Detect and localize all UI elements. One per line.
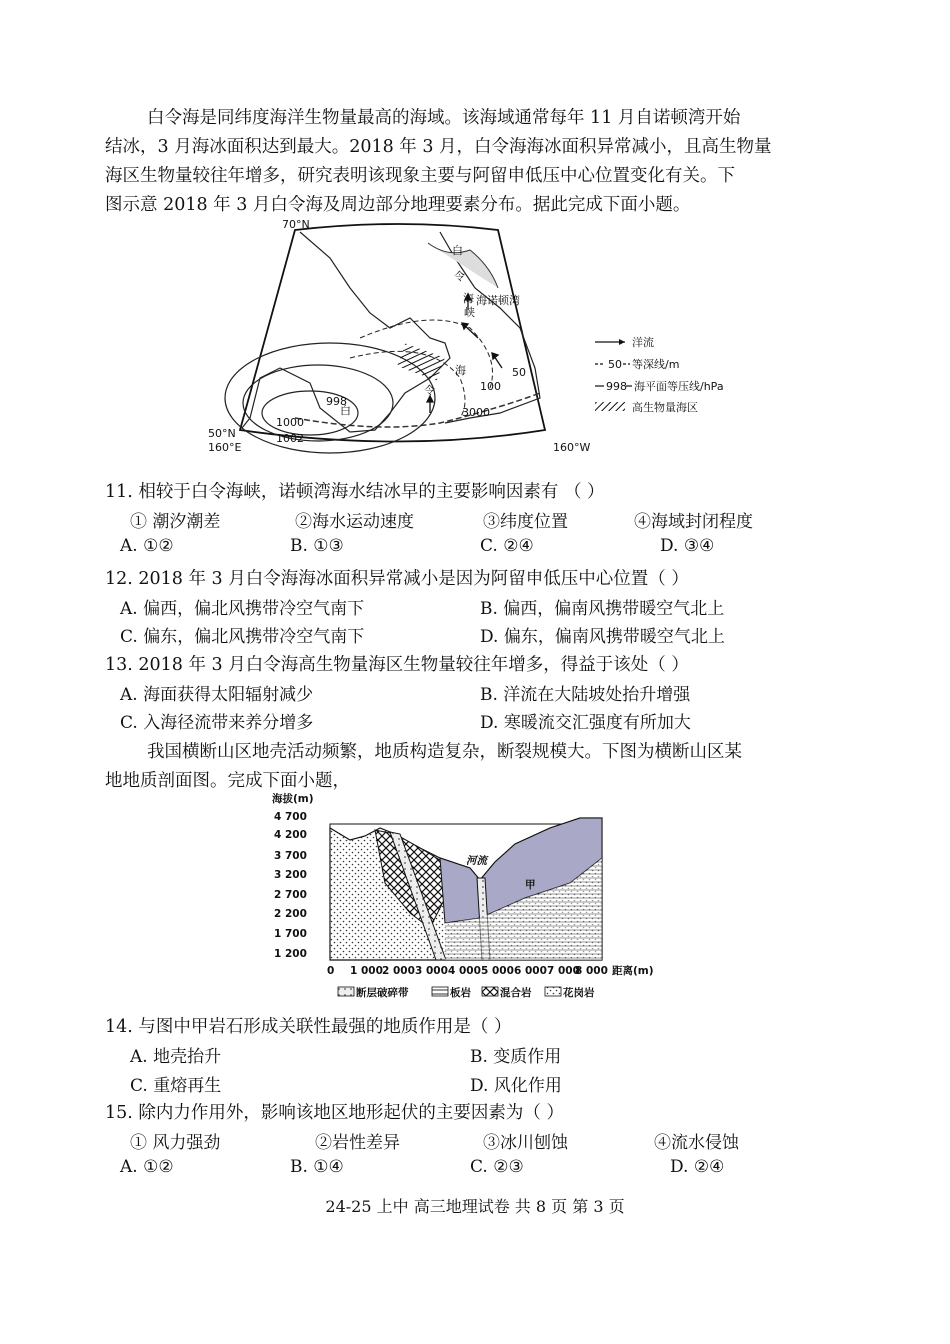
q11-stem: 11. 相较于白令海峡，诺顿湾海水结冰早的主要影响因素有 （ ）	[105, 482, 605, 502]
jia-label: 甲	[525, 879, 536, 891]
q15-option-b[interactable]: B. ①④	[290, 1157, 344, 1177]
x-tick-7000: 7 000	[547, 965, 580, 977]
q15-item-4: ④流水侵蚀	[654, 1133, 739, 1153]
label-bai-mid: 白	[340, 404, 351, 417]
intro1-line-2: 结冰，3 月海冰面积达到最大。2018 年 3 月，白令海海冰面积异常减小，且高生物量	[105, 137, 772, 157]
q15-item-3: ③冰川刨蚀	[483, 1133, 568, 1153]
lat-50n: 50°N	[208, 427, 236, 440]
y-tick-3200: 3 200	[274, 869, 307, 881]
x-tick-4000: 4 000	[448, 965, 481, 977]
label-depth-50: 50	[512, 366, 526, 379]
y-tick-3700: 3 700	[274, 850, 307, 862]
river-label: 河流	[466, 855, 487, 867]
q15-item-1: ① 风力强劲	[130, 1133, 221, 1153]
x-tick-0: 0	[327, 965, 335, 977]
q15-stem: 15. 除内力作用外，影响该地区地形起伏的主要因素为（ ）	[105, 1103, 564, 1123]
q15-item-2: ②岩性差异	[315, 1133, 400, 1153]
label-nuodun: 海诺顿湾	[476, 294, 520, 307]
q14-option-d[interactable]: D. 风化作用	[470, 1076, 562, 1096]
label-depth-3000: 3000	[462, 406, 490, 419]
intro2-line-2: 地地质剖面图。完成下面小题，	[105, 771, 350, 791]
legend-slate: 板岩	[450, 987, 471, 999]
q13-option-a[interactable]: A. 海面获得太阳辐射减少	[120, 685, 314, 705]
q11-option-b[interactable]: B. ①③	[290, 536, 344, 556]
y-axis-ticks	[274, 811, 307, 960]
q12-option-b[interactable]: B. 偏西，偏南风携带暖空气北上	[480, 599, 725, 619]
y-tick-2200: 2 200	[274, 908, 307, 920]
q12-option-a[interactable]: A. 偏西，偏北风携带冷空气南下	[120, 599, 365, 619]
intro1-line-4: 图示意 2018 年 3 月白令海及周边部分地理要素分布。据此完成下面小题。	[105, 195, 691, 215]
lat-70n: 70°N	[282, 218, 310, 231]
label-1000: 1000	[276, 416, 304, 429]
q11-item-2: ②海水运动速度	[295, 512, 414, 532]
x-axis-title: 距离(m)	[612, 965, 654, 977]
q13-option-c[interactable]: C. 入海径流带来养分增多	[120, 713, 314, 733]
y-tick-1700: 1 700	[274, 928, 307, 940]
q12-stem: 12. 2018 年 3 月白令海海冰面积异常减小是因为阿留申低压中心位置（ ）	[105, 569, 689, 589]
lon-160e: 160°E	[208, 441, 242, 454]
q11-item-3: ③纬度位置	[483, 512, 568, 532]
q11-option-d[interactable]: D. ③④	[660, 536, 715, 556]
label-xia: 峡	[464, 306, 475, 319]
q13-option-b[interactable]: B. 洋流在大陆坡处抬升增强	[480, 685, 691, 705]
label-bai-top: 白	[452, 244, 463, 257]
intro2-line-1: 我国横断山区地壳活动频繁，地质构造复杂，断裂规模大。下图为横断山区某	[147, 742, 742, 762]
legend-biomass: 高生物量海区	[632, 401, 698, 414]
legend-isobar-prefix: 998	[606, 380, 627, 393]
q15-option-c[interactable]: C. ②③	[470, 1157, 524, 1177]
q11-option-c[interactable]: C. ②④	[480, 536, 534, 556]
q14-option-b[interactable]: B. 变质作用	[470, 1047, 562, 1067]
label-ling-top: 令	[454, 270, 465, 283]
intro1-line-1: 白令海是同纬度海洋生物量最高的海域。该海域通常每年 11 月自诺顿湾开始	[147, 108, 741, 128]
page-footer: 24-25 上中 高三地理试卷 共 8 页 第 3 页	[325, 1197, 625, 1216]
q14-stem: 14. 与图中甲岩石形成关联性最强的地质作用是（ ）	[105, 1017, 512, 1037]
q11-item-4: ④海域封闭程度	[634, 512, 753, 532]
legend-isobar: 海平面等压线/hPa	[634, 380, 724, 393]
q14-option-c[interactable]: C. 重熔再生	[130, 1076, 222, 1096]
label-hai-top: 海	[463, 292, 474, 305]
bering-sea-map	[200, 218, 760, 458]
label-998: 998	[326, 395, 347, 408]
y-tick-2700: 2 700	[274, 889, 307, 901]
legend-fault: 断层破碎带	[356, 987, 409, 999]
legend-migmatite: 混合岩	[500, 987, 532, 999]
y-tick-4700: 4 700	[274, 811, 307, 823]
intro1-line-3: 海区生物量较往年增多，研究表明该现象主要与阿留申低压中心位置变化有关。下	[105, 166, 735, 186]
q12-option-c[interactable]: C. 偏东，偏北风携带冷空气南下	[120, 627, 365, 647]
q12-option-d[interactable]: D. 偏东，偏南风携带暖空气北上	[480, 627, 725, 647]
q11-option-a[interactable]: A. ①②	[120, 536, 174, 556]
legend-depth-prefix: 50	[608, 358, 622, 371]
y-tick-1200: 1 200	[274, 948, 307, 960]
legend-current: 洋流	[632, 336, 654, 349]
x-tick-3000: 3 000	[415, 965, 448, 977]
label-ling-mid: 令	[424, 384, 435, 397]
geological-profile	[270, 788, 670, 1006]
label-hai-mid: 海	[455, 364, 466, 377]
q15-option-a[interactable]: A. ①②	[120, 1157, 174, 1177]
lon-160w: 160°W	[553, 441, 591, 454]
x-tick-5000: 5 000	[481, 965, 514, 977]
legend-granite: 花岗岩	[563, 987, 595, 999]
q14-option-a[interactable]: A. 地壳抬升	[130, 1047, 222, 1067]
profile-legend	[338, 986, 595, 999]
q11-item-1: ① 潮汐潮差	[130, 512, 221, 532]
q13-stem: 13. 2018 年 3 月白令海高生物量海区生物量较往年增多，得益于该处（ ）	[105, 655, 689, 675]
x-tick-8000: 8 000	[575, 965, 608, 977]
y-axis-title: 海拔(m)	[272, 793, 314, 805]
x-tick-2000: 2 000	[382, 965, 415, 977]
q13-option-d[interactable]: D. 寒暖流交汇强度有所加大	[480, 713, 691, 733]
label-1002: 1002	[276, 432, 304, 445]
x-axis-ticks	[327, 965, 608, 977]
map-legend	[595, 335, 724, 414]
q15-option-d[interactable]: D. ②④	[670, 1157, 725, 1177]
y-tick-4200: 4 200	[274, 829, 307, 841]
x-tick-6000: 6 000	[514, 965, 547, 977]
x-tick-1000: 1 000	[350, 965, 383, 977]
label-depth-100: 100	[480, 380, 501, 393]
legend-depth: 等深线/m	[632, 358, 680, 371]
